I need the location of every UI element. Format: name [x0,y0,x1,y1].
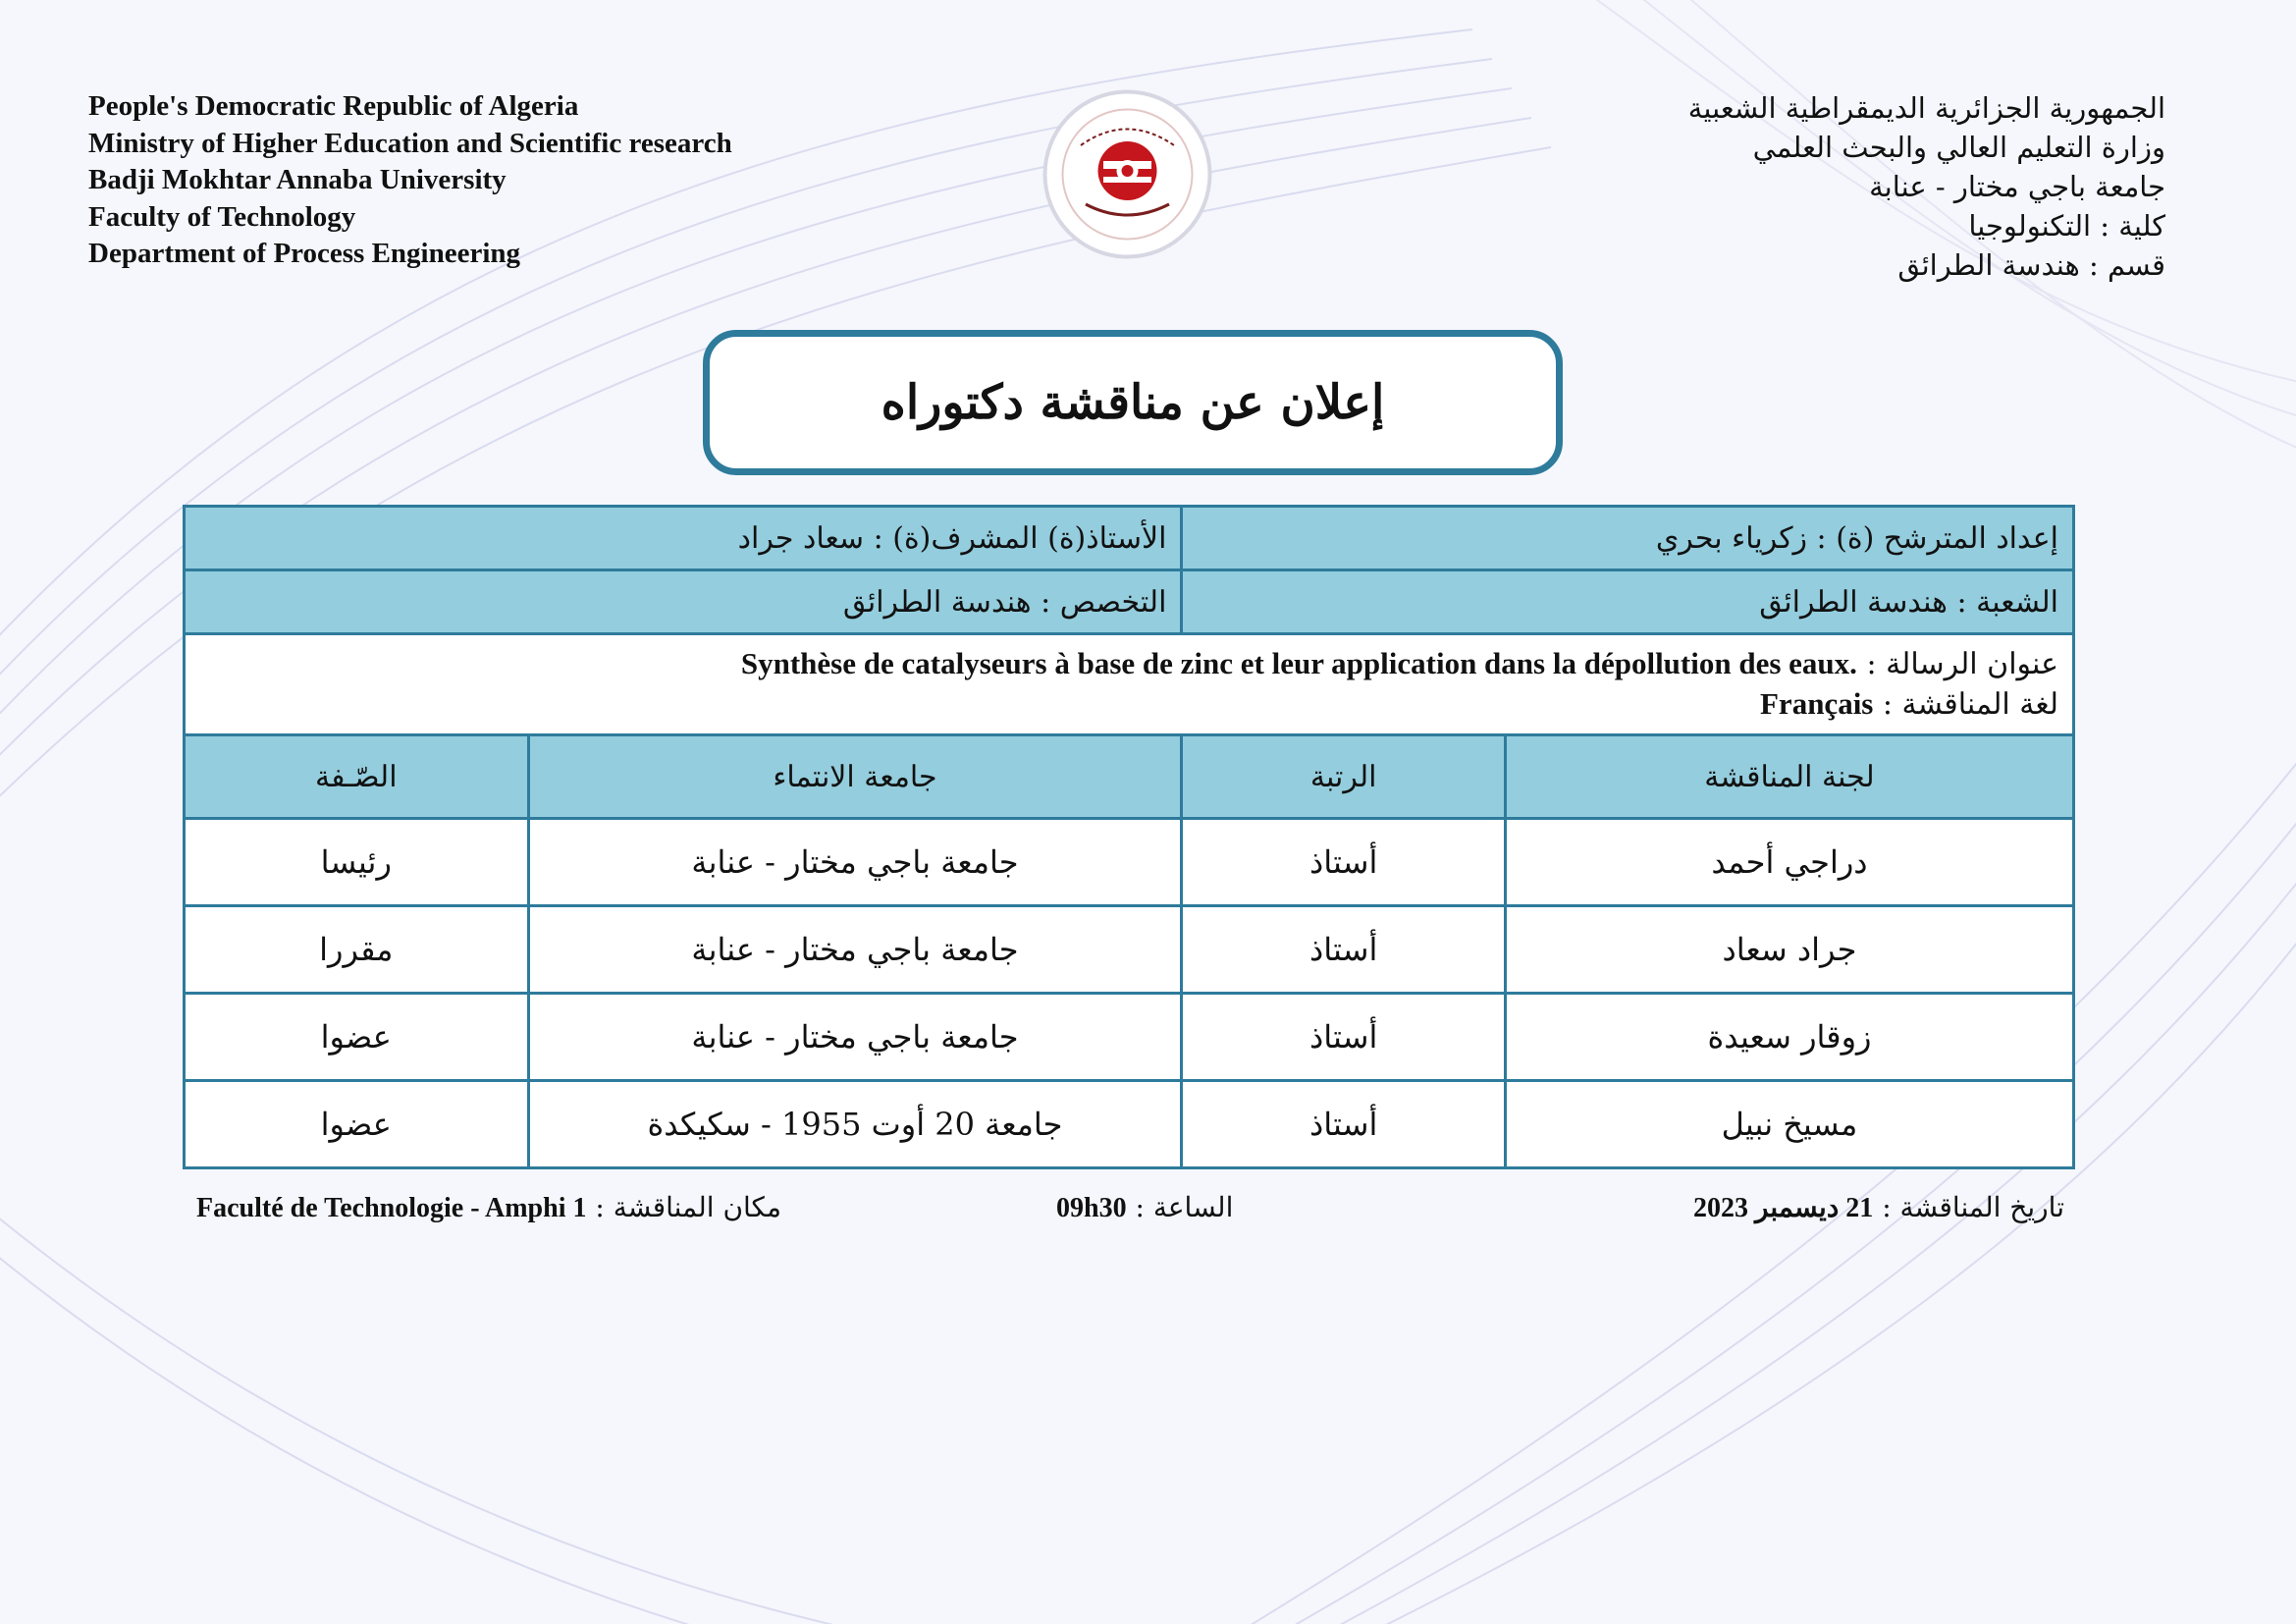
header-rank: الرتبة [1182,735,1506,819]
jury-member-role: رئيسا [185,819,529,906]
defense-time [1056,1191,1233,1224]
header-department-ar: قسم : هندسة الطرائق [1897,248,2165,282]
header-department-en: Department of Process Engineering [88,238,521,269]
defense-place-label: مكان المناقشة : [586,1191,782,1223]
header-university: جامعة الانتماء [528,735,1182,819]
jury-member-rank: أستاذ [1182,1081,1506,1168]
defense-date-label: تاريخ المناقشة : [1873,1191,2064,1223]
specialty-cell: التخصص : هندسة الطرائق [185,570,1182,634]
jury-member-university: جامعة 20 أوت 1955 - سكيكدة [528,1081,1182,1168]
jury-member-rank: أستاذ [1182,906,1506,994]
header-ministry-ar: وزارة التعليم العالي والبحث العلمي [1752,131,2165,164]
announcement-title-box [703,330,1563,475]
header-arabic [1688,88,2165,285]
language-label: لغة المناقشة : [1873,687,2058,722]
language-line [199,684,2058,725]
jury-row [185,906,2074,994]
jury-member-role: عضوا [185,994,529,1081]
language-value: Français [1760,686,1874,721]
jury-member-rank: أستاذ [1182,819,1506,906]
jury-member-role: مقررا [185,906,529,994]
thesis-line [199,644,2058,684]
info-row-candidate [185,507,2074,570]
branch-cell: الشعبة : هندسة الطرائق [1182,570,2074,634]
jury-header-row [185,735,2074,819]
header-country-en: People's Democratic Republic of Algeria [88,90,579,122]
header-faculty-ar: كلية : التكنولوجيا [1968,209,2165,243]
info-row-branch [185,570,2074,634]
thesis-cell [185,634,2074,735]
university-logo [1041,88,1213,260]
header-role: الصّـفة [185,735,529,819]
defense-time-label: الساعة : [1126,1191,1234,1223]
defense-place [196,1191,781,1224]
header-university-ar: جامعة باجي مختار - عنابة [1869,170,2165,203]
jury-member-name: دراجي أحمد [1505,819,2073,906]
header-ministry-en: Ministry of Higher Education and Scientific research [88,127,732,159]
jury-member-name: جراد سعاد [1505,906,2073,994]
candidate-cell: إعداد المترشح (ة) : زكرياء بحري [1182,507,2074,570]
jury-member-university: جامعة باجي مختار - عنابة [528,819,1182,906]
jury-member-university: جامعة باجي مختار - عنابة [528,994,1182,1081]
announcement-title: إعلان عن مناقشة دكتوراه [881,375,1385,430]
thesis-title: Synthèse de catalyseurs à base de zinc et leur application dans la dépollution des eaux. [740,646,1857,680]
jury-row [185,994,2074,1081]
jury-member-name: مسيخ نبيل [1505,1081,2073,1168]
header-faculty-en: Faculty of Technology [88,200,356,233]
defense-table [183,505,2075,1169]
defense-date-value: 21 ديسمبر 2023 [1692,1193,1874,1223]
defense-place-value: Faculté de Technologie - Amphi 1 [196,1193,587,1223]
header-country-ar: الجمهورية الجزائرية الديمقراطية الشعبية [1687,91,2165,125]
jury-member-rank: أستاذ [1182,994,1506,1081]
defense-date [1693,1191,2064,1224]
header-english [88,88,732,273]
defense-time-value: 09h30 [1056,1193,1127,1223]
thesis-label: عنوان الرسالة : [1856,647,2058,681]
jury-row [185,819,2074,906]
header-jury-name: لجنة المناقشة [1505,735,2073,819]
jury-member-university: جامعة باجي مختار - عنابة [528,906,1182,994]
thesis-row [185,634,2074,735]
jury-member-role: عضوا [185,1081,529,1168]
jury-member-name: زوقار سعيدة [1505,994,2073,1081]
header-university-en: Badji Mokhtar Annaba University [88,164,507,195]
jury-row [185,1081,2074,1168]
supervisor-cell: الأستاذ(ة) المشرف(ة) : سعاد جراد [185,507,1182,570]
